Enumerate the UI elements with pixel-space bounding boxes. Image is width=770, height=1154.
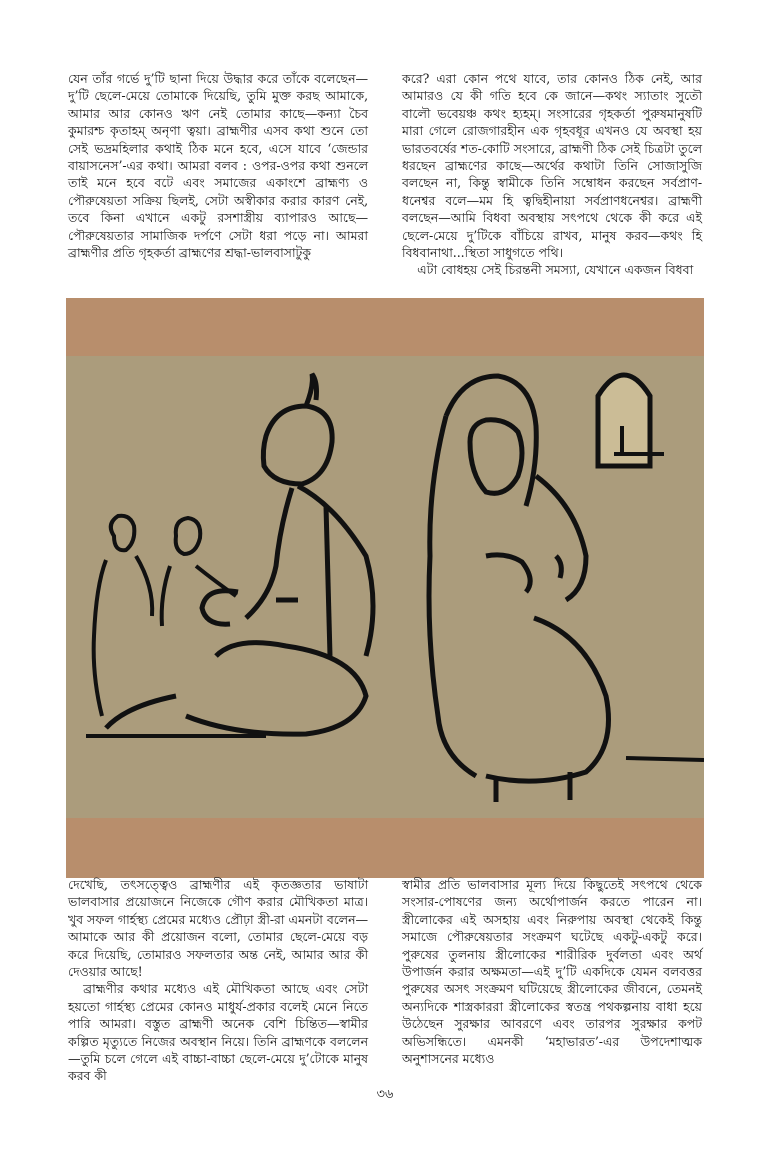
text-column-top-right (402, 70, 702, 279)
line-drawing (66, 356, 704, 818)
text-column-top-left (68, 70, 368, 261)
paragraph: ব্রাহ্মণীর কথার মধ্যেও এই মৌখিকতা আছে এবং সেটা হয়তো গার্হস্থ্য প্রেমের কোনও মাধুর্য-প্রকার বলেই মেনে নিতে পারি আমরা। বস্তুত ব্রাহ্মণী অনেক বেশি চিন্তিত—স্বামীর কল্পিত মৃত্যুতে নিজের অবস্থান নিয়ে। তিনি ব্রাহ্মণকে বললেন—তুমি চলে গেলে এই বাচ্চা-বাচ্চা ছেলে-মেয়ে দু’টোকে মানুষ করব কী (68, 981, 368, 1084)
paragraph: দেখেছি, তৎসত্ত্বেও ব্রাহ্মণীর এই কৃতজ্ঞতার ভাষাটা ভালবাসার প্রয়োজনে নিজেকে গৌণ করার মৌখিকতা মাত্র। খুব সফল গার্হস্থ্য প্রেমের মধ্যেও প্রৌঢ়া স্ত্রী-রা এমনটা বলেন—আমাকে আর কী প্রয়োজন বলো, তোমার ছেলে-মেয়ে বড় করে দিয়েছি, তোমারও সফলতার অন্ত নেই, আমার আর কী দেওয়ার আছে! (68, 877, 368, 980)
illustration (66, 298, 704, 878)
paragraph: করে? এরা কোন পথে যাবে, তার কোনও ঠিক নেই, আর আমারও যে কী গতি হবে কে জানে—কথং স্যাতাং সুতৌ বালৌ ভবেয়ঞ্চ কথং হ্যহম্। সংসারের গৃহকর্তা পুরুষমানুষটি মারা গেলে রোজগারহীন এক গৃহবধূর এখনও যে অবস্থা হয় ভারতবর্ষের শত-কোটি সংসারে, ব্রাহ্মণী ঠিক সেই চিত্রটা তুলে ধরছেন ব্রাহ্মণের কাছে—অর্থের কথাটা তিনি সোজাসুজি বলছেন না, কিন্তু স্বামীকে তিনি সম্বোধন করছেন সর্বপ্রাণ-ধনেশ্বর বলে—মম হি ত্বদ্বিহীনায়া সর্বপ্রাণধনেশ্বর। ব্রাহ্মণী বলছেন—আমি বিধবা অবস্থায় সৎপথে থেকে কী করে এই ছেলে-মেয়ে দু’টিকে বাঁচিয়ে রাখব, মানুষ করব—কথং হি বিধবানাথা...স্থিতা সাধুগতে পথি। (402, 71, 702, 261)
text-column-bottom-right (402, 876, 702, 1067)
page-number: ৩৬ (376, 1087, 394, 1102)
paragraph: এটা বোধহয় সেই চিরন্তনী সমস্যা, যেখানে একজন বিধবা (417, 262, 694, 278)
paragraph: যেন তাঁর গর্ভে দু’টি ছানা দিয়ে উদ্ধার করে তাঁকে বলেছেন—দু’টি ছেলে-মেয়ে তোমাকে দিয়েছি, তুমি মুক্ত করছ আমাকে, আমার আর কোনও ঋণ নেই তোমার কাছে—কন্যা চৈব কুমারশ্চ কৃতাহম্ অনৃণা ত্বয়া। ব্রাহ্মণীর এসব কথা শুনে তো সেই ভদ্রমহিলার কথাই ঠিক মনে হবে, এসে যাবে ‘জেন্ডার বায়াসনেস’-এর কথা। আমরা বলব : ওপর-ওপর কথা শুনলে তাই মনে হবে বটে এবং সমাজের একাংশে ব্রাহ্মণ্য ও পৌরুষেয়তা সক্রিয় ছিলই, সেটা অস্বীকার করার কারণ নেই, তবে কিনা এখানে একটু রসশাস্ত্রীয় ব্যাপারও আছে—পৌরুষেয়তার সামাজিক দর্পণে সেটা ধরা পড়ে না। আমরা ব্রাহ্মণীর প্রতি গৃহকর্তা ব্রাহ্মণের শ্রদ্ধা-ভালবাসাটুকু (68, 71, 368, 261)
text-column-bottom-left (68, 876, 368, 1085)
paragraph: স্বামীর প্রতি ভালবাসার মূল্য দিয়ে কিছুতেই সৎপথে থেকে সংসার-পোষণের জন্য অর্থোপার্জন করতে পারেন না। স্ত্রীলোকের এই অসহায় এবং নিরুপায় অবস্থা থেকেই কিন্তু সমাজে পৌরুষেয়তার সংক্রমণ ঘটেছে একটু-একটু করে। পুরুষের তুলনায় স্ত্রীলোকের শারীরিক দুর্বলতা এবং অর্থ উপার্জন করার অক্ষমতা—এই দু’টি একদিকে যেমন বলবত্তর পুরুষের অসৎ সংক্রমণ ঘটিয়েছে স্ত্রীলোকের জীবনে, তেমনই অন্যদিকে শাস্ত্রকাররা স্ত্রীলোকের স্বতন্ত্র পথকল্পনায় বাধা হয়ে উঠেছেন সুরক্ষার আবরণে এবং তারপর সুরক্ষার কপট অভিসন্ধিতে। এমনকী ‘মহাভারত’-এর উপদেশাত্মক অনুশাসনের মধ্যেও (402, 877, 702, 1067)
